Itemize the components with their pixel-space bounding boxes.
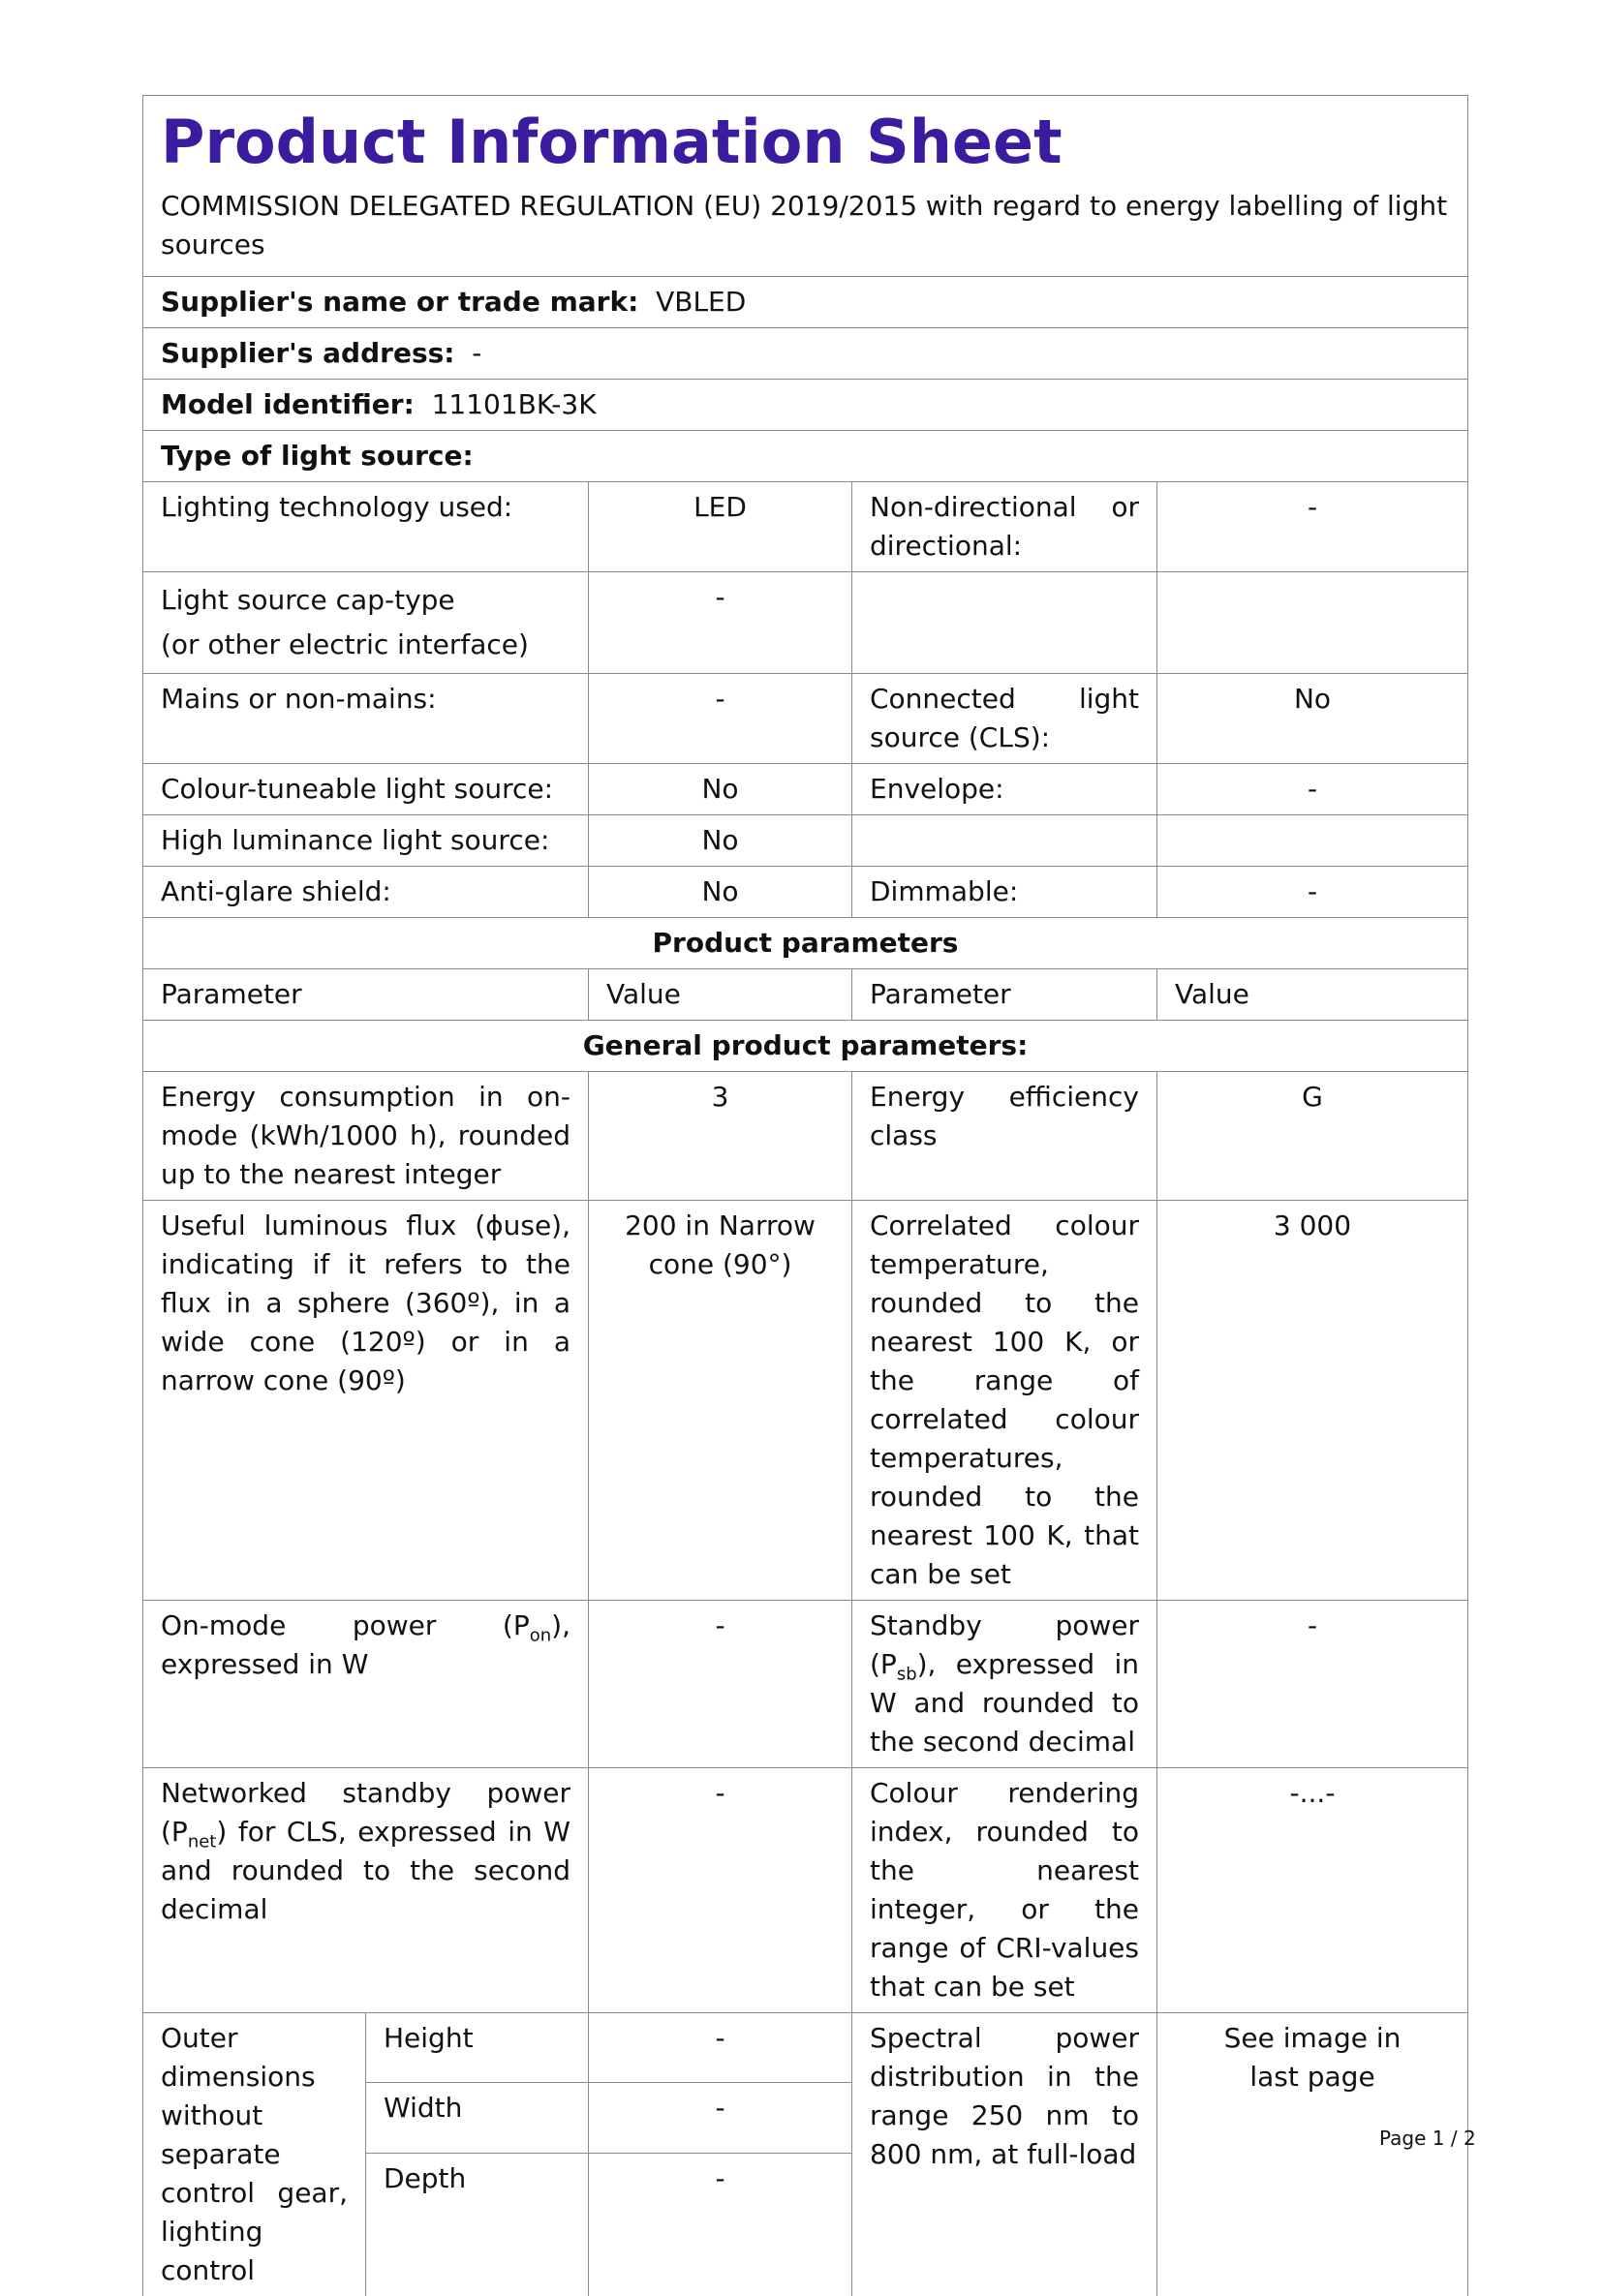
- networked-standby-label: [143, 1768, 589, 2013]
- on-mode-power-subscript: on: [530, 1626, 551, 1646]
- luminous-flux-value: 200 in Narrow cone (90°): [589, 1201, 852, 1601]
- anti-glare-value: No: [589, 867, 852, 918]
- header-cell: [143, 96, 1468, 277]
- energy-efficiency-class-label: Energy efficiency class: [852, 1072, 1157, 1201]
- supplier-address-row: [143, 328, 1468, 380]
- networked-standby-label-b: ) for CLS, expressed in W and rounded to the second decimal: [161, 1816, 570, 1925]
- cap-type-label-line1: Light source cap-type: [161, 578, 570, 623]
- high-luminance-label: High luminance light source:: [143, 815, 589, 867]
- spectral-distribution-label: Spectral power distribution in the range 250 nm to 800 nm, at full-load: [852, 2013, 1157, 2296]
- networked-standby-value: -: [589, 1768, 852, 2013]
- dimmable-label: Dimmable:: [852, 867, 1157, 918]
- on-mode-power-label-a: On-mode power (P: [161, 1609, 530, 1641]
- cap-empty-cell-2: [1157, 572, 1468, 674]
- cls-value: No: [1157, 674, 1468, 764]
- energy-consumption-value: 3: [589, 1072, 852, 1201]
- energy-consumption-label: Energy consumption in on-mode (kWh/1000 h), rounded up to the nearest integer: [143, 1072, 589, 1201]
- mains-value: -: [589, 674, 852, 764]
- colour-rendering-index-label: Colour rendering index, rounded to the nearest integer, or the range of CRI-values that can be set: [852, 1768, 1157, 2013]
- depth-label: Depth: [366, 2153, 589, 2296]
- networked-standby-label-a: Networked standby power (P: [161, 1777, 570, 1848]
- cap-type-label: [143, 572, 589, 674]
- height-label: Height: [366, 2013, 589, 2083]
- standby-power-label: [852, 1601, 1157, 1768]
- supplier-name-value: VBLED: [656, 286, 746, 318]
- supplier-name-label: Supplier's name or trade mark:: [161, 286, 638, 318]
- standby-power-label-b: ), expressed in W and rounded to the second decimal: [870, 1648, 1139, 1758]
- envelope-value: -: [1157, 764, 1468, 815]
- cap-type-value: -: [589, 572, 852, 674]
- tuneable-value: No: [589, 764, 852, 815]
- colour-temperature-value: 3 000: [1157, 1201, 1468, 1601]
- on-mode-power-label: [143, 1601, 589, 1768]
- product-information-sheet: [142, 95, 1467, 2296]
- general-parameters-heading: General product parameters:: [143, 1021, 1468, 1072]
- envelope-label: Envelope:: [852, 764, 1157, 815]
- model-identifier-value: 11101BK-3K: [432, 388, 597, 420]
- high-lum-empty-cell-2: [1157, 815, 1468, 867]
- regulation-subtitle: COMMISSION DELEGATED REGULATION (EU) 2019/2015 with regard to energy labelling of light sources: [161, 187, 1450, 272]
- height-value: -: [589, 2013, 852, 2083]
- mains-label: Mains or non-mains:: [143, 674, 589, 764]
- supplier-address-value: -: [472, 337, 481, 369]
- tech-label: Lighting technology used:: [143, 482, 589, 572]
- type-of-light-source-heading: Type of light source:: [143, 431, 1468, 482]
- outer-dimensions-label: Outer dimensions without separate control gear, lighting control: [143, 2013, 366, 2296]
- standby-power-subscript: sb: [897, 1665, 917, 1685]
- high-luminance-value: No: [589, 815, 852, 867]
- standby-power-label-a: Standby power (P: [870, 1609, 1139, 1680]
- directional-value: -: [1157, 482, 1468, 572]
- luminous-flux-label: Useful luminous flux (ɸuse), indicating if it refers to the flux in a sphere (360º), in a wide cone (120º) or in a narrow cone (90º): [143, 1201, 589, 1601]
- high-lum-empty-cell-1: [852, 815, 1157, 867]
- model-identifier-row: [143, 380, 1468, 431]
- dimmable-value: -: [1157, 867, 1468, 918]
- anti-glare-label: Anti-glare shield:: [143, 867, 589, 918]
- column-header-value-1: Value: [589, 969, 852, 1021]
- colour-temperature-label: Correlated colour temperature, rounded to the nearest 100 K, or the range of correlated colour temperatures, rounded to the nearest 100 K, that can be set: [852, 1201, 1157, 1601]
- on-mode-power-label-b: ), expressed in W: [161, 1609, 570, 1680]
- tuneable-label: Colour-tuneable light source:: [143, 764, 589, 815]
- directional-label: Non-directional or directional:: [852, 482, 1157, 572]
- column-header-parameter-2: Parameter: [852, 969, 1157, 1021]
- column-header-parameter-1: Parameter: [143, 969, 589, 1021]
- on-mode-power-value: -: [589, 1601, 852, 1768]
- width-label: Width: [366, 2083, 589, 2153]
- colour-rendering-index-value: -...-: [1157, 1768, 1468, 2013]
- cap-empty-cell-1: [852, 572, 1157, 674]
- cls-label: Connected light source (CLS):: [852, 674, 1157, 764]
- supplier-name-row: [143, 277, 1468, 328]
- supplier-address-label: Supplier's address:: [161, 337, 454, 369]
- width-value: -: [589, 2083, 852, 2153]
- page-number: Page 1 / 2: [1379, 2127, 1476, 2150]
- energy-efficiency-class-value: G: [1157, 1072, 1468, 1201]
- cap-type-label-line2: (or other electric interface): [161, 623, 570, 667]
- product-parameters-heading: Product parameters: [143, 918, 1468, 969]
- standby-power-value: -: [1157, 1601, 1468, 1768]
- info-table: [142, 95, 1468, 2296]
- page-title: Product Information Sheet: [161, 100, 1450, 187]
- column-header-value-2: Value: [1157, 969, 1468, 1021]
- depth-value: -: [589, 2153, 852, 2296]
- spectral-distribution-value: See image in last page: [1157, 2013, 1468, 2296]
- tech-value: LED: [589, 482, 852, 572]
- model-identifier-label: Model identifier:: [161, 388, 415, 420]
- networked-standby-subscript: net: [188, 1832, 217, 1852]
